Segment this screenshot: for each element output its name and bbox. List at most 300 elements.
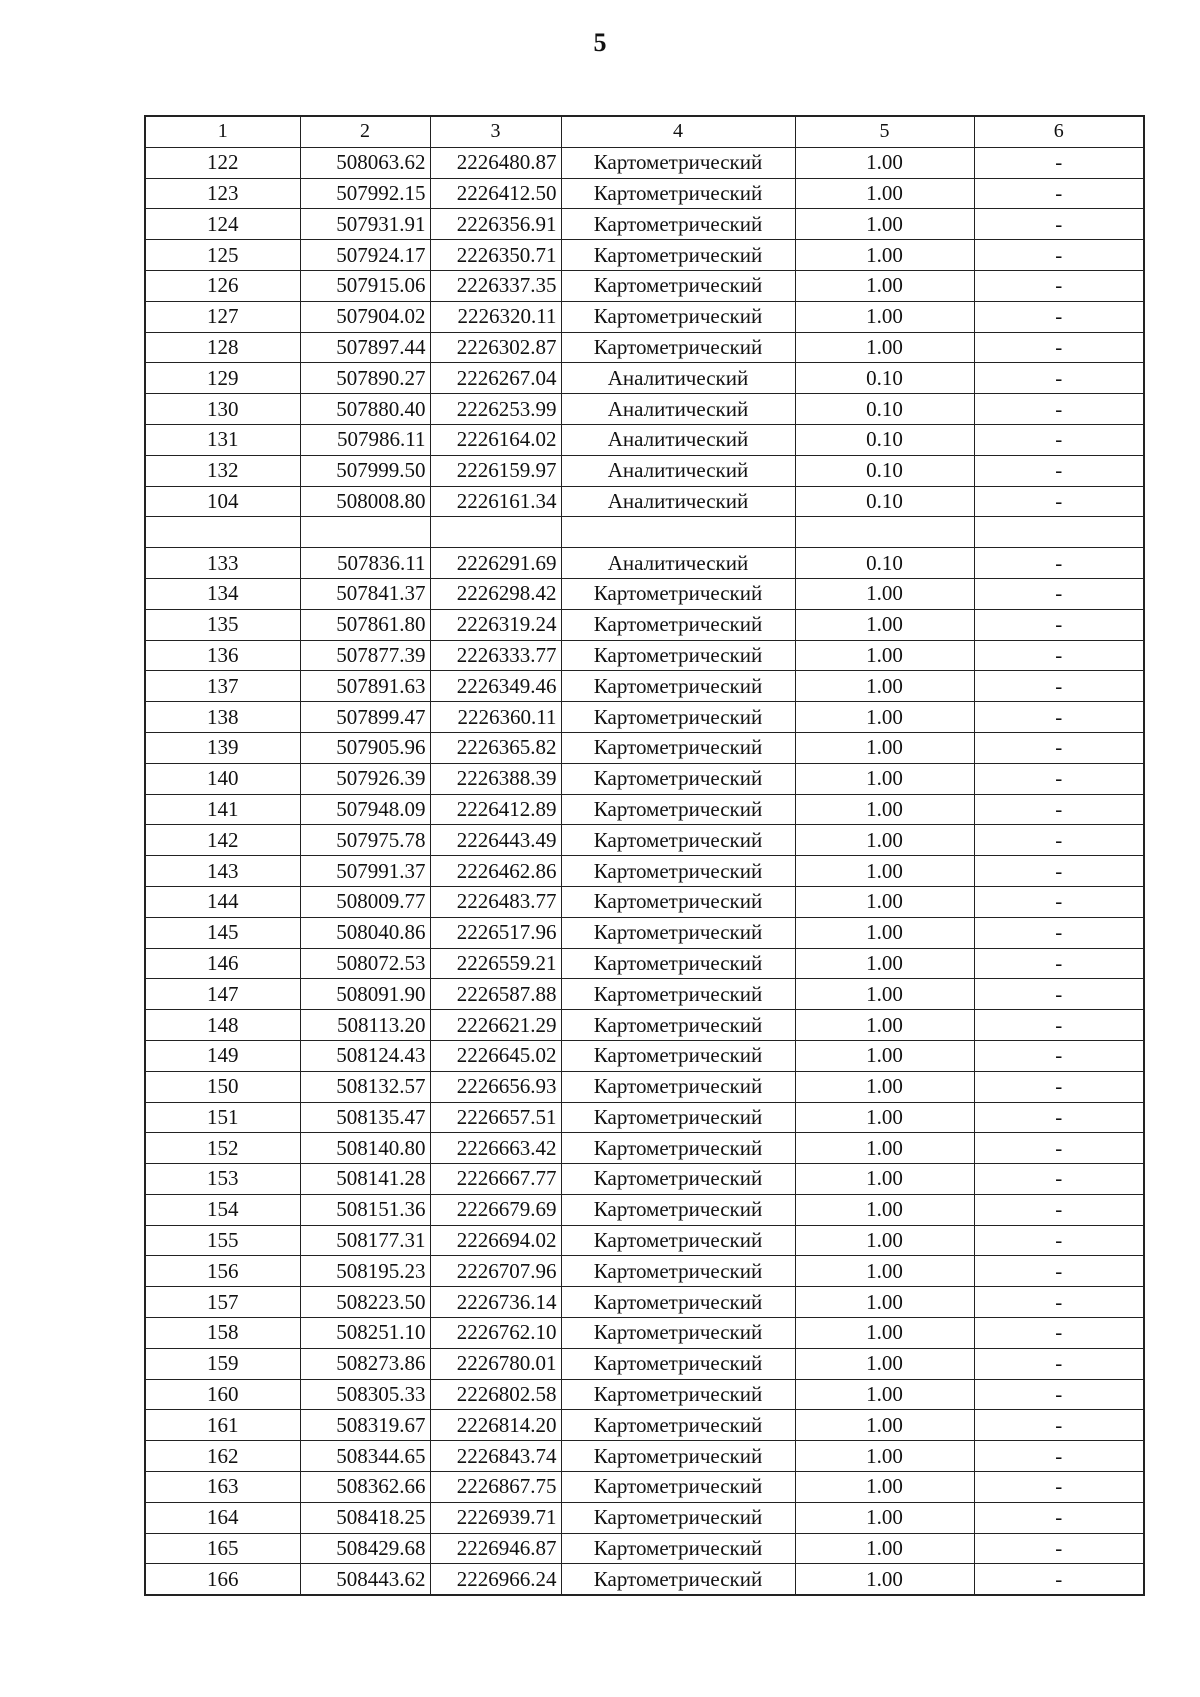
accuracy-cell: 0.10 [795, 486, 974, 517]
note-cell: - [974, 794, 1144, 825]
accuracy-cell: 1.00 [795, 209, 974, 240]
x-coordinate-cell: 508177.31 [300, 1225, 430, 1256]
x-coordinate-cell: 507904.02 [300, 301, 430, 332]
method-cell: Картометрический [561, 1164, 795, 1195]
table-row [145, 270, 1144, 301]
note-cell: - [974, 1287, 1144, 1318]
x-coordinate-cell: 508008.80 [300, 486, 430, 517]
note-cell: - [974, 1256, 1144, 1287]
x-coordinate-cell: 507890.27 [300, 363, 430, 394]
column-header: 2 [300, 116, 430, 147]
x-coordinate-cell: 507992.15 [300, 178, 430, 209]
method-cell: Картометрический [561, 917, 795, 948]
table-row [145, 732, 1144, 763]
method-cell: Картометрический [561, 1256, 795, 1287]
method-cell: Картометрический [561, 856, 795, 887]
point-number-cell: 145 [145, 917, 300, 948]
accuracy-cell: 1.00 [795, 609, 974, 640]
method-cell: Картометрический [561, 640, 795, 671]
y-coordinate-cell: 2226802.58 [430, 1379, 561, 1410]
y-coordinate-cell: 2226621.29 [430, 1010, 561, 1041]
accuracy-cell: 1.00 [795, 1102, 974, 1133]
note-cell: - [974, 1164, 1144, 1195]
note-cell: - [974, 1133, 1144, 1164]
method-cell: Картометрический [561, 1071, 795, 1102]
note-cell: - [974, 1441, 1144, 1472]
method-cell: Картометрический [561, 578, 795, 609]
x-coordinate-cell: 508091.90 [300, 979, 430, 1010]
point-number-cell: 141 [145, 794, 300, 825]
note-cell: - [974, 825, 1144, 856]
y-coordinate-cell: 2226679.69 [430, 1194, 561, 1225]
y-coordinate-cell: 2226291.69 [430, 548, 561, 579]
point-number-cell: 139 [145, 732, 300, 763]
point-number-cell: 153 [145, 1164, 300, 1195]
note-cell: - [974, 732, 1144, 763]
y-coordinate-cell: 2226517.96 [430, 917, 561, 948]
point-number-cell: 148 [145, 1010, 300, 1041]
y-coordinate-cell: 2226946.87 [430, 1533, 561, 1564]
accuracy-cell: 1.00 [795, 1287, 974, 1318]
note-cell: - [974, 1348, 1144, 1379]
x-coordinate-cell: 508362.66 [300, 1472, 430, 1503]
point-number-cell: 161 [145, 1410, 300, 1441]
table-row [145, 1502, 1144, 1533]
x-coordinate-cell: 508223.50 [300, 1287, 430, 1318]
accuracy-cell [795, 517, 974, 548]
accuracy-cell: 1.00 [795, 301, 974, 332]
point-number-cell: 131 [145, 424, 300, 455]
x-coordinate-cell: 507915.06 [300, 270, 430, 301]
accuracy-cell: 1.00 [795, 1318, 974, 1349]
accuracy-cell: 1.00 [795, 1071, 974, 1102]
table-row [145, 794, 1144, 825]
y-coordinate-cell: 2226587.88 [430, 979, 561, 1010]
point-number-cell: 144 [145, 886, 300, 917]
y-coordinate-cell: 2226462.86 [430, 856, 561, 887]
table-row [145, 1164, 1144, 1195]
y-coordinate-cell: 2226480.87 [430, 147, 561, 178]
table-row [145, 979, 1144, 1010]
column-header: 3 [430, 116, 561, 147]
table-row [145, 517, 1144, 548]
accuracy-cell: 1.00 [795, 671, 974, 702]
x-coordinate-cell: 507877.39 [300, 640, 430, 671]
method-cell: Картометрический [561, 1348, 795, 1379]
point-number-cell: 147 [145, 979, 300, 1010]
accuracy-cell: 1.00 [795, 794, 974, 825]
table-row [145, 1133, 1144, 1164]
point-number-cell: 152 [145, 1133, 300, 1164]
table-row [145, 917, 1144, 948]
note-cell: - [974, 1410, 1144, 1441]
note-cell: - [974, 332, 1144, 363]
y-coordinate-cell: 2226320.11 [430, 301, 561, 332]
note-cell: - [974, 671, 1144, 702]
point-number-cell: 163 [145, 1472, 300, 1503]
note-cell: - [974, 178, 1144, 209]
y-coordinate-cell: 2226656.93 [430, 1071, 561, 1102]
point-number-cell: 160 [145, 1379, 300, 1410]
y-coordinate-cell: 2226164.02 [430, 424, 561, 455]
y-coordinate-cell: 2226365.82 [430, 732, 561, 763]
y-coordinate-cell: 2226253.99 [430, 394, 561, 425]
accuracy-cell: 1.00 [795, 1256, 974, 1287]
y-coordinate-cell: 2226388.39 [430, 763, 561, 794]
note-cell: - [974, 548, 1144, 579]
method-cell: Картометрический [561, 178, 795, 209]
method-cell: Картометрический [561, 1287, 795, 1318]
method-cell: Картометрический [561, 1133, 795, 1164]
accuracy-cell: 1.00 [795, 1164, 974, 1195]
method-cell: Картометрический [561, 240, 795, 271]
accuracy-cell: 1.00 [795, 178, 974, 209]
accuracy-cell: 0.10 [795, 424, 974, 455]
y-coordinate-cell: 2226443.49 [430, 825, 561, 856]
method-cell: Картометрический [561, 1010, 795, 1041]
accuracy-cell: 1.00 [795, 640, 974, 671]
x-coordinate-cell: 507897.44 [300, 332, 430, 363]
point-number-cell: 143 [145, 856, 300, 887]
note-cell: - [974, 363, 1144, 394]
table-row [145, 578, 1144, 609]
method-cell: Картометрический [561, 1472, 795, 1503]
y-coordinate-cell: 2226736.14 [430, 1287, 561, 1318]
method-cell: Картометрический [561, 1318, 795, 1349]
x-coordinate-cell: 508141.28 [300, 1164, 430, 1195]
note-cell: - [974, 1040, 1144, 1071]
method-cell: Картометрический [561, 702, 795, 733]
y-coordinate-cell: 2226412.89 [430, 794, 561, 825]
y-coordinate-cell: 2226356.91 [430, 209, 561, 240]
method-cell: Картометрический [561, 1441, 795, 1472]
point-number-cell: 128 [145, 332, 300, 363]
note-cell: - [974, 424, 1144, 455]
point-number-cell: 140 [145, 763, 300, 794]
x-coordinate-cell: 507931.91 [300, 209, 430, 240]
y-coordinate-cell: 2226412.50 [430, 178, 561, 209]
table-row [145, 548, 1144, 579]
coordinates-table-body [145, 116, 1144, 1595]
x-coordinate-cell: 507975.78 [300, 825, 430, 856]
accuracy-cell: 1.00 [795, 332, 974, 363]
accuracy-cell: 1.00 [795, 147, 974, 178]
method-cell: Картометрический [561, 1379, 795, 1410]
x-coordinate-cell: 508113.20 [300, 1010, 430, 1041]
x-coordinate-cell: 508344.65 [300, 1441, 430, 1472]
y-coordinate-cell: 2226694.02 [430, 1225, 561, 1256]
accuracy-cell: 1.00 [795, 1472, 974, 1503]
y-coordinate-cell: 2226657.51 [430, 1102, 561, 1133]
note-cell: - [974, 856, 1144, 887]
x-coordinate-cell: 507905.96 [300, 732, 430, 763]
y-coordinate-cell: 2226667.77 [430, 1164, 561, 1195]
note-cell: - [974, 270, 1144, 301]
point-number-cell: 165 [145, 1533, 300, 1564]
point-number-cell: 142 [145, 825, 300, 856]
note-cell: - [974, 209, 1144, 240]
note-cell: - [974, 948, 1144, 979]
y-coordinate-cell: 2226337.35 [430, 270, 561, 301]
table-row [145, 1533, 1144, 1564]
x-coordinate-cell: 508273.86 [300, 1348, 430, 1379]
table-row [145, 486, 1144, 517]
accuracy-cell: 1.00 [795, 979, 974, 1010]
method-cell: Картометрический [561, 332, 795, 363]
method-cell: Картометрический [561, 1102, 795, 1133]
table-row [145, 671, 1144, 702]
x-coordinate-cell: 507841.37 [300, 578, 430, 609]
method-cell: Аналитический [561, 486, 795, 517]
x-coordinate-cell: 507899.47 [300, 702, 430, 733]
method-cell: Картометрический [561, 301, 795, 332]
y-coordinate-cell: 2226966.24 [430, 1564, 561, 1595]
accuracy-cell: 1.00 [795, 1441, 974, 1472]
y-coordinate-cell: 2226319.24 [430, 609, 561, 640]
method-cell: Аналитический [561, 363, 795, 394]
point-number-cell: 104 [145, 486, 300, 517]
accuracy-cell: 1.00 [795, 1040, 974, 1071]
accuracy-cell: 0.10 [795, 394, 974, 425]
accuracy-cell: 1.00 [795, 825, 974, 856]
x-coordinate-cell: 507880.40 [300, 394, 430, 425]
note-cell: - [974, 1379, 1144, 1410]
y-coordinate-cell: 2226350.71 [430, 240, 561, 271]
method-cell: Картометрический [561, 763, 795, 794]
page-number: 5 [593, 28, 607, 57]
method-cell: Картометрический [561, 1502, 795, 1533]
accuracy-cell: 1.00 [795, 1502, 974, 1533]
note-cell: - [974, 1318, 1144, 1349]
table-row [145, 424, 1144, 455]
accuracy-cell: 1.00 [795, 240, 974, 271]
column-header: 5 [795, 116, 974, 147]
x-coordinate-cell [300, 517, 430, 548]
accuracy-cell: 1.00 [795, 1379, 974, 1410]
method-cell: Картометрический [561, 979, 795, 1010]
note-cell: - [974, 1071, 1144, 1102]
x-coordinate-cell: 507891.63 [300, 671, 430, 702]
table-row [145, 948, 1144, 979]
note-cell: - [974, 1472, 1144, 1503]
method-cell: Картометрический [561, 1564, 795, 1595]
table-header-row [145, 116, 1144, 147]
point-number-cell: 127 [145, 301, 300, 332]
note-cell: - [974, 394, 1144, 425]
method-cell: Картометрический [561, 147, 795, 178]
point-number-cell: 132 [145, 455, 300, 486]
point-number-cell [145, 517, 300, 548]
point-number-cell: 134 [145, 578, 300, 609]
coordinates-table [144, 115, 1145, 1596]
table-row [145, 1318, 1144, 1349]
accuracy-cell: 1.00 [795, 270, 974, 301]
method-cell: Аналитический [561, 455, 795, 486]
y-coordinate-cell: 2226333.77 [430, 640, 561, 671]
x-coordinate-cell: 508429.68 [300, 1533, 430, 1564]
accuracy-cell: 1.00 [795, 948, 974, 979]
x-coordinate-cell: 508135.47 [300, 1102, 430, 1133]
x-coordinate-cell: 508151.36 [300, 1194, 430, 1225]
point-number-cell: 130 [145, 394, 300, 425]
y-coordinate-cell [430, 517, 561, 548]
note-cell: - [974, 1533, 1144, 1564]
note-cell: - [974, 1102, 1144, 1133]
method-cell: Картометрический [561, 886, 795, 917]
table-row [145, 886, 1144, 917]
method-cell: Аналитический [561, 394, 795, 425]
x-coordinate-cell: 508305.33 [300, 1379, 430, 1410]
accuracy-cell: 1.00 [795, 1533, 974, 1564]
y-coordinate-cell: 2226645.02 [430, 1040, 561, 1071]
y-coordinate-cell: 2226814.20 [430, 1410, 561, 1441]
table-row [145, 455, 1144, 486]
point-number-cell: 159 [145, 1348, 300, 1379]
note-cell: - [974, 240, 1144, 271]
y-coordinate-cell: 2226483.77 [430, 886, 561, 917]
note-cell: - [974, 301, 1144, 332]
y-coordinate-cell: 2226762.10 [430, 1318, 561, 1349]
method-cell: Картометрический [561, 1194, 795, 1225]
y-coordinate-cell: 2226302.87 [430, 332, 561, 363]
point-number-cell: 158 [145, 1318, 300, 1349]
note-cell: - [974, 702, 1144, 733]
point-number-cell: 162 [145, 1441, 300, 1472]
note-cell: - [974, 917, 1144, 948]
table-row [145, 1194, 1144, 1225]
point-number-cell: 146 [145, 948, 300, 979]
x-coordinate-cell: 508418.25 [300, 1502, 430, 1533]
x-coordinate-cell: 507861.80 [300, 609, 430, 640]
table-row [145, 394, 1144, 425]
point-number-cell: 151 [145, 1102, 300, 1133]
point-number-cell: 157 [145, 1287, 300, 1318]
table-row [145, 1564, 1144, 1595]
accuracy-cell: 1.00 [795, 1410, 974, 1441]
note-cell: - [974, 455, 1144, 486]
point-number-cell: 154 [145, 1194, 300, 1225]
point-number-cell: 123 [145, 178, 300, 209]
accuracy-cell: 1.00 [795, 732, 974, 763]
note-cell: - [974, 486, 1144, 517]
point-number-cell: 135 [145, 609, 300, 640]
table-row [145, 209, 1144, 240]
accuracy-cell: 1.00 [795, 1564, 974, 1595]
point-number-cell: 122 [145, 147, 300, 178]
table-row [145, 1410, 1144, 1441]
point-number-cell: 125 [145, 240, 300, 271]
method-cell: Картометрический [561, 948, 795, 979]
table-row [145, 1472, 1144, 1503]
point-number-cell: 136 [145, 640, 300, 671]
x-coordinate-cell: 508040.86 [300, 917, 430, 948]
x-coordinate-cell: 507999.50 [300, 455, 430, 486]
table-row [145, 147, 1144, 178]
note-cell: - [974, 1502, 1144, 1533]
table-row [145, 763, 1144, 794]
y-coordinate-cell: 2226559.21 [430, 948, 561, 979]
y-coordinate-cell: 2226663.42 [430, 1133, 561, 1164]
note-cell: - [974, 578, 1144, 609]
point-number-cell: 129 [145, 363, 300, 394]
accuracy-cell: 1.00 [795, 1194, 974, 1225]
note-cell: - [974, 1225, 1144, 1256]
method-cell: Картометрический [561, 1225, 795, 1256]
method-cell: Картометрический [561, 1533, 795, 1564]
point-number-cell: 164 [145, 1502, 300, 1533]
point-number-cell: 133 [145, 548, 300, 579]
x-coordinate-cell: 507924.17 [300, 240, 430, 271]
method-cell: Картометрический [561, 732, 795, 763]
accuracy-cell: 1.00 [795, 578, 974, 609]
x-coordinate-cell: 507986.11 [300, 424, 430, 455]
table-row [145, 1225, 1144, 1256]
table-row [145, 301, 1144, 332]
point-number-cell: 150 [145, 1071, 300, 1102]
note-cell: - [974, 763, 1144, 794]
method-cell: Картометрический [561, 671, 795, 702]
method-cell: Аналитический [561, 548, 795, 579]
table-row [145, 1010, 1144, 1041]
accuracy-cell: 0.10 [795, 363, 974, 394]
method-cell: Картометрический [561, 1410, 795, 1441]
column-header: 1 [145, 116, 300, 147]
table-row [145, 1287, 1144, 1318]
accuracy-cell: 1.00 [795, 1348, 974, 1379]
method-cell: Картометрический [561, 825, 795, 856]
table-row [145, 1040, 1144, 1071]
table-row [145, 1379, 1144, 1410]
accuracy-cell: 1.00 [795, 1225, 974, 1256]
table-row [145, 640, 1144, 671]
point-number-cell: 149 [145, 1040, 300, 1071]
x-coordinate-cell: 508195.23 [300, 1256, 430, 1287]
note-cell: - [974, 147, 1144, 178]
x-coordinate-cell: 508009.77 [300, 886, 430, 917]
y-coordinate-cell: 2226267.04 [430, 363, 561, 394]
accuracy-cell: 1.00 [795, 1010, 974, 1041]
x-coordinate-cell: 507926.39 [300, 763, 430, 794]
note-cell [974, 517, 1144, 548]
x-coordinate-cell: 508251.10 [300, 1318, 430, 1349]
point-number-cell: 126 [145, 270, 300, 301]
accuracy-cell: 1.00 [795, 856, 974, 887]
y-coordinate-cell: 2226360.11 [430, 702, 561, 733]
y-coordinate-cell: 2226298.42 [430, 578, 561, 609]
table-row [145, 825, 1144, 856]
table-row [145, 332, 1144, 363]
note-cell: - [974, 640, 1144, 671]
y-coordinate-cell: 2226780.01 [430, 1348, 561, 1379]
x-coordinate-cell: 508443.62 [300, 1564, 430, 1595]
note-cell: - [974, 979, 1144, 1010]
y-coordinate-cell: 2226159.97 [430, 455, 561, 486]
note-cell: - [974, 1010, 1144, 1041]
method-cell: Картометрический [561, 609, 795, 640]
note-cell: - [974, 1564, 1144, 1595]
table-row [145, 1348, 1144, 1379]
note-cell: - [974, 609, 1144, 640]
accuracy-cell: 1.00 [795, 763, 974, 794]
table-row [145, 856, 1144, 887]
x-coordinate-cell: 507836.11 [300, 548, 430, 579]
x-coordinate-cell: 508132.57 [300, 1071, 430, 1102]
point-number-cell: 124 [145, 209, 300, 240]
table-row [145, 1441, 1144, 1472]
note-cell: - [974, 1194, 1144, 1225]
x-coordinate-cell: 508063.62 [300, 147, 430, 178]
y-coordinate-cell: 2226349.46 [430, 671, 561, 702]
